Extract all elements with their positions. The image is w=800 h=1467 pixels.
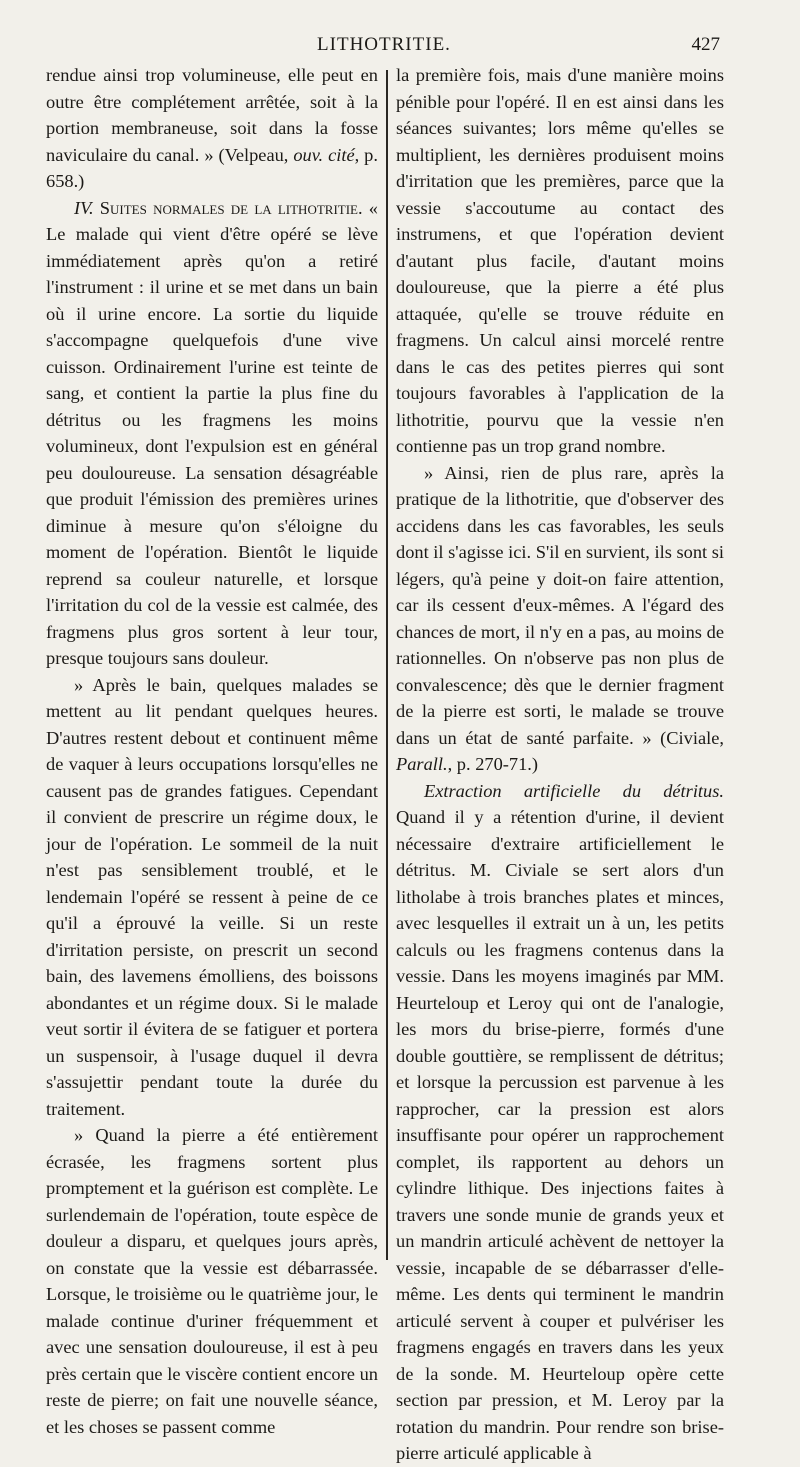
right-column (396, 62, 724, 1463)
page-header (44, 32, 724, 62)
running-title: LITHOTRITIE. (317, 34, 451, 55)
text-run: , p. 270-71.) (447, 754, 539, 774)
italic-citation: ouv. cité (293, 144, 355, 165)
section-heading: Suites normales de la lithotritie. (93, 197, 363, 218)
section-number: IV. (74, 197, 94, 218)
paragraph: » Quand la pierre a été entièrement écrasée, les fragmens sortent plus promptement et la guérison est complète. Le surlendemain de l'opération, toute espèce de douleur a disparu, et quelques jours après, on constate que la vessie est débarrassée. Lorsque, le troisième ou le quatrième jour, le malade continue d'uriner fréquemment et avec une sensation douloureuse, il est à peu près certain que le viscère contient encore un reste de pierre; on fait une nouvelle séance, et les choses se passent comme (46, 1125, 378, 1437)
paragraph (396, 460, 724, 778)
paragraph (46, 62, 378, 195)
paragraph (46, 195, 378, 672)
italic-citation: Parall. (396, 754, 448, 774)
page-number: 427 (691, 34, 720, 55)
column-divider (386, 70, 388, 1260)
text-run: « Le malade qui vient d'être opéré se lève immédiatement après qu'on a retiré l'instrument : il urine et se met dans un bain où il urine encore. La sortie du liquide s'accompagne quelquefois d'une vive cuisson. Ordinairement l'urine est teinte de sang, et contient la partie la plus fine du détritus ou les fragmens les moins volumineux, dont l'expulsion est en général peu douloureuse. La sensation désagréable que produit l'émission des premières urines diminue à mesure qu'on s'éloigne du moment de l'opération. Bientôt le liquide reprend sa couleur naturelle, et lorsque l'irritation du col de la vessie est calmée, des fragmens plus gros sortent à leur tour, presque toujours sans douleur. (46, 197, 378, 668)
text-run: rendue ainsi trop volumineuse, elle peut en outre être complétement arrêtée, soit à la portion membraneuse, soit dans la fosse naviculaire du canal. » (Velpeau, (46, 65, 378, 165)
text-run: » Ainsi, rien de plus rare, après la pratique de la lithotritie, que d'observer des accidens dans les cas favorables, les seuls dont il s'agisse ici. S'il en survient, ils sont si légers, qu'à peine y doit-on faire attention, car ils cessent d'eux-mêmes. A l'égard des chances de mort, il n'y en a pas, au moins de rationnelles. On n'observe pas non plus de convalescence; dès que le dernier fragment de la pierre est sorti, le malade se trouve dans un état de santé parfaite. » (Civiale, (396, 462, 724, 748)
text-run: , p. 658.) (46, 144, 378, 191)
paragraph (396, 778, 724, 1467)
text-run: Quand il y a rétention d'urine, il devient nécessaire d'extraire artificiellement le détritus. M. Civiale se sert alors d'un litholabe à trois branches plates et minces, avec lesquelles il extrait un à un, les petits calculs ou les fragmens contenus dans la vessie. Dans les moyens imaginés par MM. Heurteloup et Leroy qui ont de l'analogie, les mors du brise-pierre, formés d'une double gouttière, se remplissent de détritus; et lorsque la percussion est parvenue à les rapprocher, car la pression est alors insuffisante pour opérer un rapprochement complet, ils rapportent au dehors un cylindre lithique. Des injections faites à travers une sonde munie de grands yeux et un mandrin articulé achèvent de nettoyer la vessie, incapable de se débarrasser d'elle-même. Les dents qui terminent le mandrin articulé servent à couper et pulvériser les fragmens engagés en travers dans les yeux de la sonde. M. Heurteloup opère cette section par pression, et M. Leroy par la rotation du mandrin. Pour rendre son brise-pierre articulé applicable à (396, 807, 724, 1463)
paragraph: la première fois, mais d'une manière moins pénible pour l'opéré. Il en est ainsi dans les séances suivantes; lors même qu'elles se multiplient, les dernières produisent moins d'irritation que les premières, parce que la vessie s'accoutume au contact des instrumens, et que l'opération devient d'autant plus facile, d'autant moins douloureuse, que la pierre a été plus attaquée, qu'elle se trouve réduite en fragmens. Un calcul ainsi morcelé rentre dans le cas des petites pierres qui sont toujours favorables à l'application de la lithotritie, pourvu que la vessie n'en contienne pas un trop grand nombre. (396, 65, 724, 456)
paragraph: » Après le bain, quelques malades se mettent au lit pendant quelques heures. D'autres restent debout et continuent même de vaquer à leurs occupations lorsqu'elles ne causent pas de grandes fatigues. Cependant il convient de prescrire un régime doux, le jour de l'opération. Le sommeil de la nuit n'est pas sensiblement troublé, et le lendemain l'opéré se ressent à peine de ce qu'il a éprouvé la veille. Si un reste d'irritation persiste, on prescrit un second bain, des lavemens émolliens, des boissons abondantes et un régime doux. Si le malade veut sortir il évitera de se fatiguer et portera un suspensoir, à l'usage duquel il devra s'assujettir pendant toute la durée du traitement. (46, 674, 378, 1119)
section-heading: Extraction artificielle du détritus. (424, 780, 724, 801)
left-column (46, 62, 378, 1437)
